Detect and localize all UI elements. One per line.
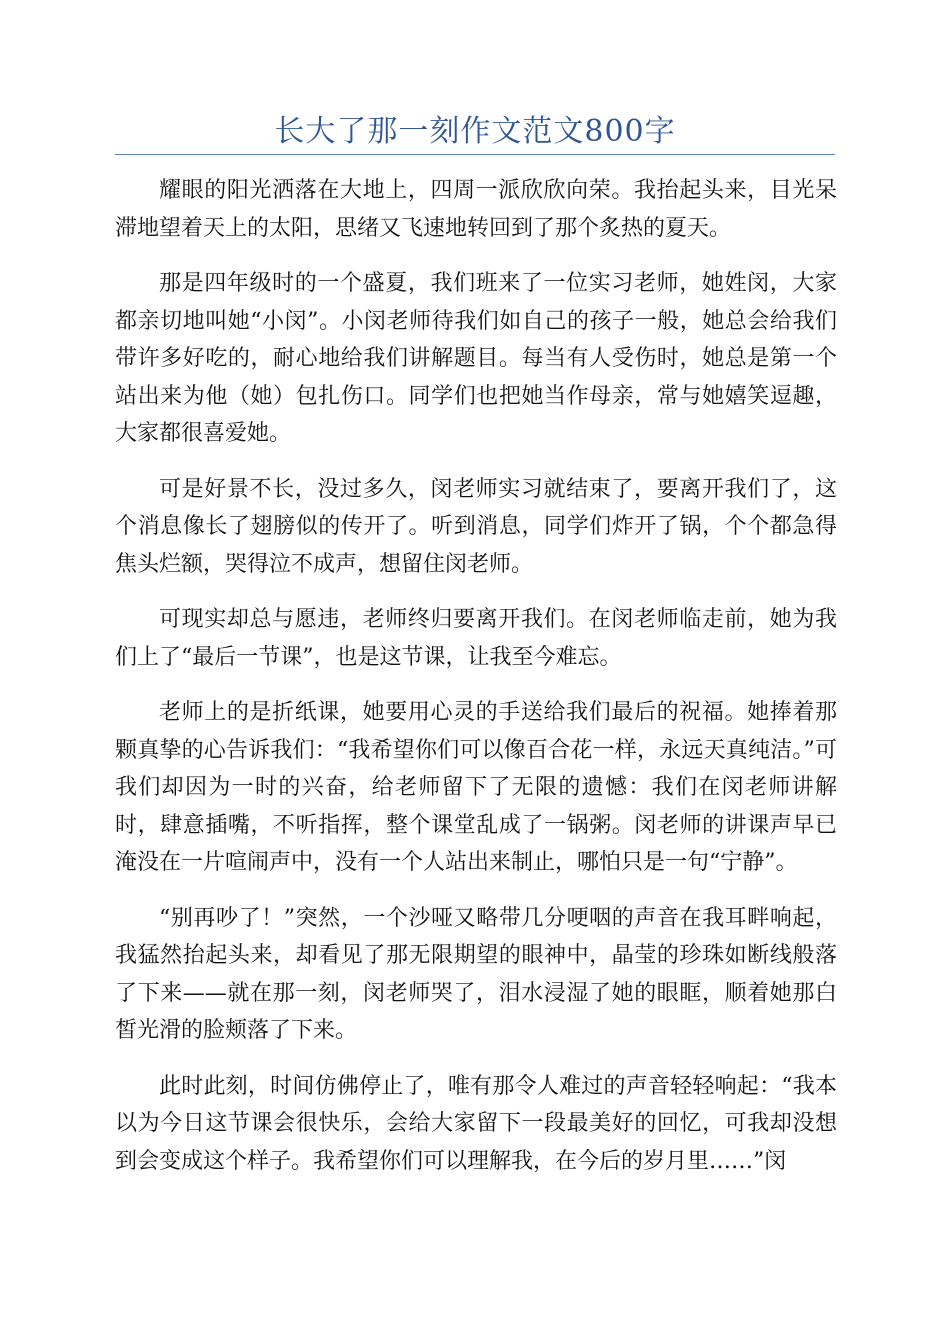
paragraph-5: 老师上的是折纸课，她要用心灵的手送给我们最后的祝福。她捧着那颗真挚的心告诉我们：“我希望你们可以像百合花一样，永远天真纯洁。”可我们却因为一时的兴奋，给老师留下了无限的遗憾：我们在闵老师讲解时，肆意插嘴，不听指挥，整个课堂乱成了一锅粥。闵老师的讲课声早已淹没在一片喧闹声中，没有一个人站出来制止，哪怕只是一句“宁静”。 — [115, 700, 837, 875]
document-body — [115, 172, 837, 1198]
paragraph-7: 此时此刻，时间仿佛停止了，唯有那令人难过的声音轻轻响起：“我本以为今日这节课会很快乐，会给大家留下一段最美好的回忆，可我却没想到会变成这个样子。我希望你们可以理解我，在今后的岁月里……”闵 — [115, 1073, 837, 1174]
paragraph-4: 可现实却总与愿违，老师终归要离开我们。在闵老师临走前，她为我们上了“最后一节课”，也是这节课，让我至今难忘。 — [115, 607, 837, 670]
paragraph-2: 那是四年级时的一个盛夏，我们班来了一位实习老师，她姓闵，大家都亲切地叫她“小闵”。小闵老师待我们如自己的孩子一般，她总会给我们带许多好吃的，耐心地给我们讲解题目。每当有人受伤时，她总是第一个站出来为他（她）包扎伤口。同学们也把她当作母亲，常与她嬉笑逗趣，大家都很喜爱她。 — [115, 271, 837, 446]
paragraph-3: 可是好景不长，没过多久，闵老师实习就结束了，要离开我们了，这个消息像长了翅膀似的传开了。听到消息，同学们炸开了锅，个个都急得焦头烂额，哭得泣不成声，想留住闵老师。 — [115, 476, 837, 577]
document-title: 长大了那一刻作文范文800字 — [274, 114, 676, 149]
title-underline — [115, 154, 835, 155]
paragraph-1: 耀眼的阳光洒落在大地上，四周一派欣欣向荣。我抬起头来，目光呆滞地望着天上的太阳，思绪又飞速地转回到了那个炙热的夏天。 — [115, 178, 837, 241]
paragraph-6: “别再吵了！”突然，一个沙哑又略带几分哽咽的声音在我耳畔响起，我猛然抬起头来，却看见了那无限期望的眼神中，晶莹的珍珠如断线般落了下来——就在那一刻，闵老师哭了，泪水浸湿了她的眼眶，顺着她那白皙光滑的脸颊落了下来。 — [115, 905, 837, 1043]
